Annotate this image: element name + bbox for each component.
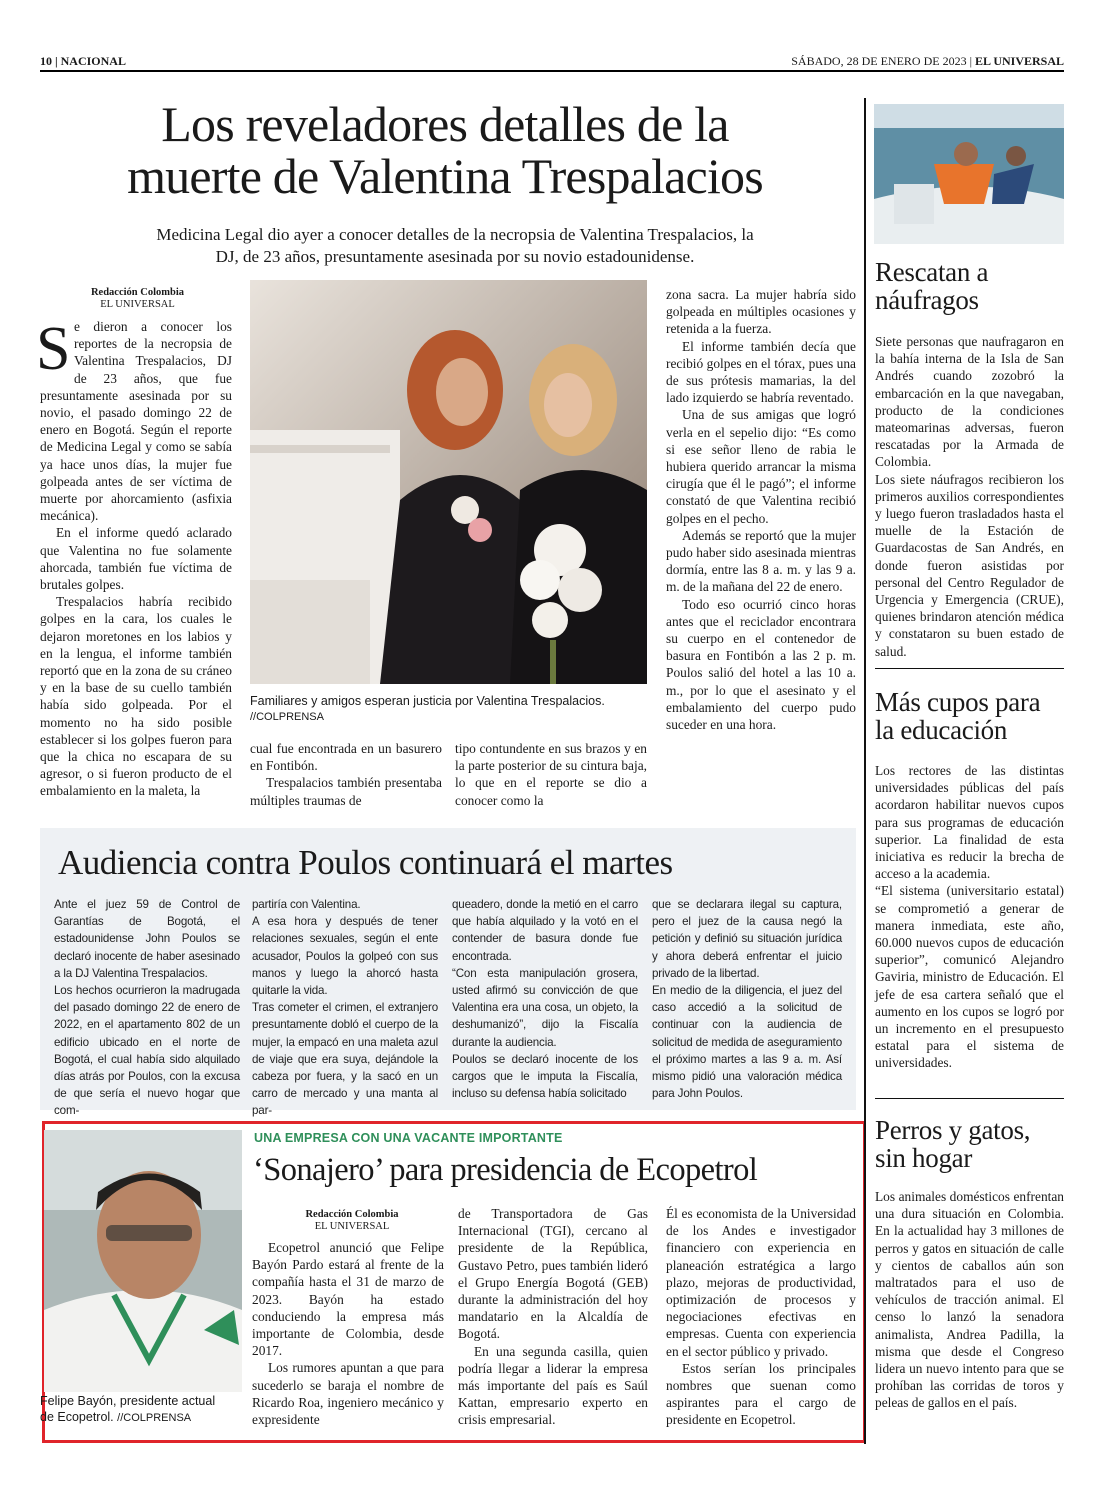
ecopetrol-col-2: de Transportadora de Gas Internacional (TGI), cercano al presidente de la República, Gustavo Petro, pues también lideró el Grupo Energía Bogotá (GEB) durante la administración del hoy mandatario en la Alcaldía de Bogotá. En una segunda casilla, quien podría llegar a liderar la empresa más importante del país es Saúl Kattan, empresario experto en crisis empresarial. xyxy=(458,1206,648,1428)
main-col-2: cual fue encontrada en un basurero en Fontibón. Trespalacios también presentaba múltiples traumas de xyxy=(250,741,442,808)
rescue-photo xyxy=(874,104,1064,244)
audiencia-title: Audiencia contra Poulos continuará el martes xyxy=(58,843,673,882)
page-date: SÁBADO, 28 DE ENERO DE 2023 | EL UNIVERSAL xyxy=(791,54,1064,68)
ecopetrol-title: ‘Sonajero’ para presidencia de Ecopetrol xyxy=(253,1152,758,1188)
sidebar-rule-1 xyxy=(875,668,1064,669)
ecopetrol-byline: Redacción Colombia EL UNIVERSAL xyxy=(305,1209,399,1232)
audiencia-col-3: queadero, donde la metió en el carro que había alquilado y la votó en el contender de basura donde fue encontrada. “Con esta manipulación grosera, usted afirmó su convicción de que Valentina era una cosa, un objeto, la deshumanizó”, dijo la Fiscalía durante la audiencia. Poulos se declaró inocente de los cargos que le imputa la Fiscalía, incluso su defensa había solicitado xyxy=(452,898,638,1101)
main-byline: Redacción Colombia EL UNIVERSAL xyxy=(90,287,185,310)
main-col-4: zona sacra. La mujer habría sido golpeada en múltiples ocasiones y retenida a la fuerza. El informe también decía que recibió golpes en el tórax, pues una de sus prótesis mamarias, la del lado izquierdo se habría reventado. Una de sus amigas que logró verla en el sepelio dijo: “Es como si ese señor lleno de rabia le hubiera querido arrancar la misma cirugía que él le pagó”; el informe constató de que Valentina recibió golpes en el pecho. Además se reportó que la mujer pudo haber sido asesinada mientras dormía, entre las 8 a. m. y las 9 a. m. de la mañana del 22 de enero. Todo eso ocurrió cinco horas antes que el reciclador encontrara su cuerpo en el contenedor de basura en Fontibón a las 2 p. m. Poulos salió del hotel a las 10 a. m., por lo que el asesinato y el embalamiento del cuerpo pudo suceder en una hora. xyxy=(666,287,856,733)
main-headline: Los reveladores detalles de la muerte de Valentina Trespalacios xyxy=(127,96,763,204)
bayon-caption: Felipe Bayón, presidente actual de Ecopetrol. //COLPRENSA xyxy=(40,1394,216,1424)
sidebar-divider xyxy=(864,98,866,1444)
sidebar-rule-2 xyxy=(875,1098,1064,1099)
page-section: 10 | NACIONAL xyxy=(40,54,126,68)
perros-title: Perros y gatos, sin hogar xyxy=(875,1115,1031,1173)
rescatan-title: Rescatan a náufragos xyxy=(875,257,989,315)
page-header xyxy=(40,52,1064,72)
cupos-title: Más cupos para la educación xyxy=(875,687,1041,745)
main-col-3: tipo contundente en sus brazos y en la parte posterior de su cintura baja, lo que en el reporte se dio a conocer como la xyxy=(455,741,647,808)
funeral-photo xyxy=(250,280,647,684)
ecopetrol-col-1: Ecopetrol anunció que Felipe Bayón Pardo estará al frente de la compañía hasta el 31 de marzo de 2023. Bayón ha estado conduciendo la empresa más importante de Colombia, desde 2017. Los rumores apuntan a que para sucederlo se baraja el nombre de Ricardo Roa, ingeniero mecánico y expresidente xyxy=(252,1240,444,1428)
cupos-body: Los rectores de las distintas universidades públicas del país acordaron habilitar nuevos cupos para sus programas de educación superior. La finalidad de esta iniciativa es reducir la brecha de acceso a la academia. “El sistema (universitario estatal) se comprometió a generar de manera inmediata, este año, 60.000 nuevos cupos de educación superior”, comunicó Alejandro Gaviria, ministro de Educación. El jefe de esa cartera señaló que el aumento en los cupos se logró por un incremento en el presupuesto estatal para el sistema de universidades. xyxy=(875,763,1064,1071)
audiencia-col-1: Ante el juez 59 de Control de Garantías de Bogotá, el estadounidense John Poulos se declaró inocente de haber asesinado a la DJ Valentina Trespalacios. Los hechos ocurrieron la madrugada del pasado domingo 22 de enero de 2022, en el apartamento 802 de un edificio ubicado en el norte de Bogotá, el cual había sido alquilado días atrás por Poulos, con la excusa de que sería el nuevo hogar que com- xyxy=(54,898,240,1118)
ecopetrol-kicker: UNA EMPRESA CON UNA VACANTE IMPORTANTE xyxy=(254,1131,563,1145)
main-deck: Medicina Legal dio ayer a conocer detalles de la necropsia de Valentina Trespalacios, la DJ, de 23 años, presuntamente asesinada por su novio estadounidense. xyxy=(156,225,754,266)
ecopetrol-col-3: Él es economista de la Universidad de los Andes e investigador financiero con experiencia en planeación estratégica a largo plazo, mejoras de productividad, optimización de procesos y negociaciones efectivas en empresas. Cuenta con experiencia en el sector público y privado. Estos serían los principales nombres que suenan como aspirantes para el cargo de presidente en Ecopetrol. xyxy=(666,1206,856,1428)
perros-body: Los animales domésticos enfrentan una dura situación en Colombia. En la actualidad hay 3 millones de perros y gatos en situación de calle y cientos de caballos aún son maltratados para el uso de vehículos de tracción animal. El censo lo lanzó la senadora animalista, Andrea Padilla, la misma que desde el Congreso lidera un nuevo intento para que se prohíban las corridas de toros y peleas de gallos en el país. xyxy=(875,1189,1064,1411)
audiencia-col-2: partiría con Valentina. A esa hora y después de tener relaciones sexuales, según el ente acusador, Poulos la golpeó con sus manos y luego la ahorcó hasta quitarle la vida. Tras cometer el crimen, el extranjero presuntamente dobló el cuerpo de la mujer, la empacó en una maleta azul de viaje que era suya, dejándole la cabeza por fuera, y la sacó en un carro de mercado y una manta al par- xyxy=(252,898,438,1118)
audiencia-col-4: que se declarara ilegal su captura, pero el juez de la causa negó la petición y definió su situación jurídica y ahora deberá enfrentar el juicio privado de la libertad. En medio de la diligencia, el juez del caso accedió a la solicitud de continuar con la audiencia de solicitud de medida de aseguramiento el próximo martes a las 9 a. m. Así mismo pidió una valoración médica para John Poulos. xyxy=(652,898,842,1101)
bayon-photo xyxy=(44,1130,242,1392)
drop-cap: S xyxy=(36,315,71,383)
main-col-1: e dieron a conocer los reportes de la necropsia de Valentina Trespalacios, DJ de 23 años, que fue presuntamente asesinada por su novio, el pasado domingo 22 de enero en Bogotá. Según el reporte de Medicina Legal y como se sabía ya hace unos días, la mujer fue golpeada antes de ser víctima de muerte por ahorcamiento (asfixia mecánica). En el informe quedó aclarado que Valentina no fue solamente ahorcada, también fue víctima de brutales golpes. Trespalacios habría recibido golpes en la cara, los cuales le dejaron moretones en los labios y en la lengua, el informe también reportó que en la zona de su cráneo y en la base de su cuello también había sido golpeada. Por el momento no ha sido posible establecer si los golpes fueron para que la chica no escapara de su agresor, o si fueron producto de el embalamiento en la maleta, la xyxy=(40,319,232,799)
rescatan-body: Siete personas que naufragaron en la bahía interna de la Isla de San Andrés cuando zozobró la embarcación en la que navegaban, producto de la condiciones mateomarinas adversas, fueron rescatadas por la Armada de Colombia. Los siete náufragos recibieron los primeros auxilios correspondientes y luego fueron trasladados hasta el muelle de la Estación de Guardacostas de San Andrés, en donde fueron asistidas por personal del Centro Regulador de Urgencia y Emergencia (CRUE), quienes brindaron atención médica y constataron su buen estado de salud. xyxy=(875,334,1064,659)
photo-caption: Familiares y amigos esperan justicia por Valentina Trespalacios. //COLPRENSA xyxy=(250,694,605,723)
